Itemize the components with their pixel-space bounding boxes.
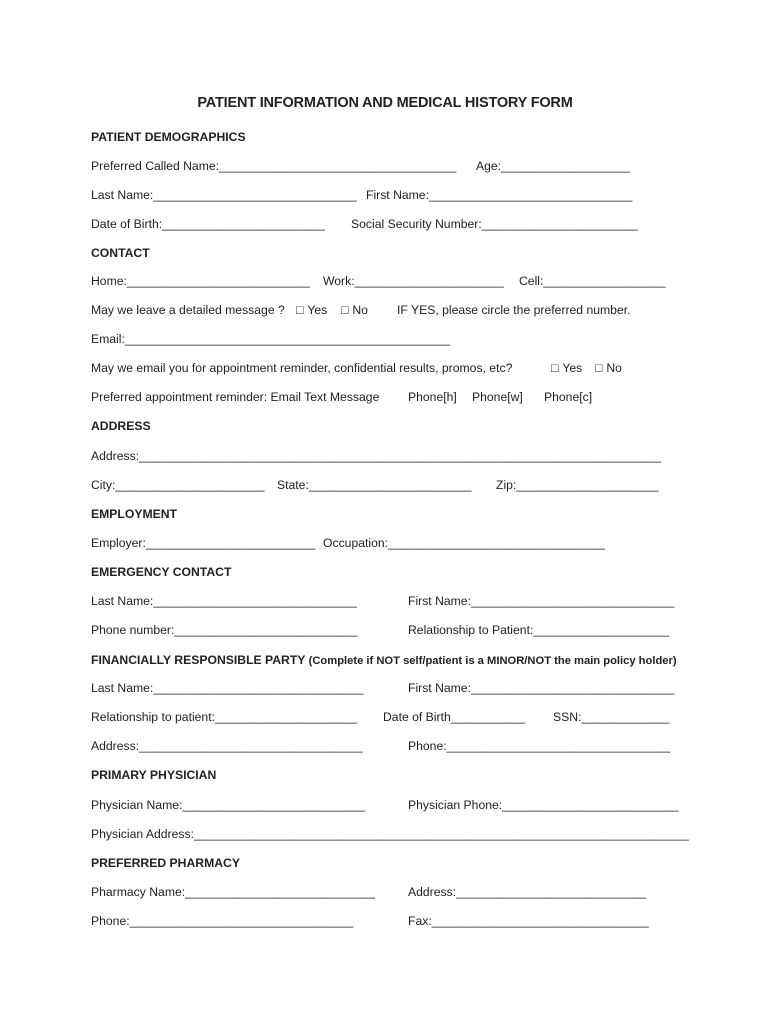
row-physician (0, 796, 770, 814)
cell-phone-field[interactable]: Cell:__________________ (519, 274, 666, 288)
row-city-state-zip (0, 476, 770, 494)
financial-phone-field[interactable]: Phone:_________________________________ (408, 739, 671, 753)
form-title: PATIENT INFORMATION AND MEDICAL HISTORY FORM (197, 95, 573, 111)
if-yes-instruction: IF YES, please circle the preferred number. (397, 303, 631, 317)
row-pharmacy-phone (0, 912, 770, 930)
occupation-field[interactable]: Occupation:________________________________ (323, 536, 605, 550)
section-physician (0, 766, 770, 784)
emergency-phone-field[interactable]: Phone number:___________________________ (91, 623, 358, 637)
row-physician-address (0, 825, 770, 843)
section-financial (0, 651, 770, 669)
row-pharmacy-name (0, 883, 770, 901)
leave-message-yes-option[interactable] (296, 301, 327, 319)
pharmacy-name-field[interactable]: Pharmacy Name:____________________________ (91, 885, 375, 899)
state-field[interactable]: State:________________________ (277, 478, 472, 492)
row-financial-relationship (0, 708, 770, 726)
row-preferred-reminder (0, 388, 770, 406)
email-yes-option[interactable] (551, 359, 582, 377)
employer-field[interactable]: Employer:_________________________ (91, 536, 316, 550)
email-no-option[interactable] (595, 359, 622, 377)
physician-name-field[interactable]: Physician Name:___________________________ (91, 798, 366, 812)
row-dob-ssn (0, 215, 770, 233)
leave-message-no-option[interactable] (341, 301, 368, 319)
emergency-first-name-field[interactable]: First Name:______________________________ (408, 594, 675, 608)
no-label: No (606, 361, 622, 375)
yes-label: Yes (562, 361, 583, 375)
pharmacy-phone-field[interactable]: Phone:_________________________________ (91, 914, 354, 928)
work-phone-field[interactable]: Work:______________________ (323, 274, 504, 288)
demographics-heading: PATIENT DEMOGRAPHICS (91, 130, 246, 144)
leave-message-question: May we leave a detailed message ? (91, 303, 285, 317)
row-preferred-name (0, 157, 770, 175)
row-emergency-phone (0, 621, 770, 639)
financial-heading (91, 651, 677, 670)
last-name-field[interactable]: Last Name:______________________________ (91, 188, 357, 202)
row-emergency-names (0, 592, 770, 610)
preferred-reminder-label: Preferred appointment reminder: Email Text Message (91, 390, 380, 404)
home-phone-field[interactable]: Home:___________________________ (91, 274, 310, 288)
section-address (0, 417, 770, 435)
email-field[interactable]: Email:________________________________________________ (91, 332, 451, 346)
financial-relationship-field[interactable]: Relationship to patient:_____________________ (91, 710, 358, 724)
section-emergency (0, 563, 770, 581)
checkbox-icon[interactable]: □ (551, 361, 559, 375)
dob-field[interactable]: Date of Birth:________________________ (91, 217, 325, 231)
row-financial-names (0, 679, 770, 697)
financial-heading-title: FINANCIALLY RESPONSIBLE PARTY (91, 653, 306, 667)
checkbox-icon[interactable]: □ (341, 303, 349, 317)
no-label: No (352, 303, 368, 317)
row-email-question (0, 359, 770, 377)
financial-dob-field[interactable]: Date of Birth___________ (383, 710, 526, 724)
row-employment (0, 534, 770, 552)
preferred-name-field[interactable]: Preferred Called Name:___________________________________ (91, 159, 457, 173)
address-heading: ADDRESS (91, 419, 151, 433)
zip-field[interactable]: Zip:_____________________ (496, 478, 659, 492)
financial-last-name-field[interactable]: Last Name:_______________________________ (91, 681, 364, 695)
emergency-last-name-field[interactable]: Last Name:______________________________ (91, 594, 357, 608)
section-employment (0, 505, 770, 523)
section-demographics (0, 128, 770, 146)
pharmacy-fax-field[interactable]: Fax:________________________________ (408, 914, 649, 928)
pharmacy-address-field[interactable]: Address:____________________________ (408, 885, 646, 899)
yes-label: Yes (307, 303, 328, 317)
physician-phone-field[interactable]: Physician Phone:__________________________ (408, 798, 679, 812)
row-phones (0, 272, 770, 290)
row-names (0, 186, 770, 204)
age-field[interactable]: Age:___________________ (476, 159, 630, 173)
phone-w-option[interactable]: Phone[w] (472, 390, 523, 404)
financial-ssn-field[interactable]: SSN:_____________ (553, 710, 670, 724)
financial-first-name-field[interactable]: First Name:______________________________ (408, 681, 675, 695)
phone-c-option[interactable]: Phone[c] (544, 390, 593, 404)
financial-address-field[interactable]: Address:_________________________________ (91, 739, 363, 753)
contact-heading: CONTACT (91, 246, 150, 260)
physician-address-field[interactable]: Physician Address:_________________________________________________________________________ (91, 827, 689, 841)
employment-heading: EMPLOYMENT (91, 507, 177, 521)
row-address (0, 447, 770, 465)
city-field[interactable]: City:______________________ (91, 478, 265, 492)
section-pharmacy (0, 854, 770, 872)
email-question: May we email you for appointment reminder, confidential results, promos, etc? (91, 361, 513, 375)
phone-h-option[interactable]: Phone[h] (408, 390, 457, 404)
financial-heading-note: (Complete if NOT self/patient is a MINOR/NOT the main policy holder) (308, 655, 677, 667)
section-contact (0, 244, 770, 262)
pharmacy-heading: PREFERRED PHARMACY (91, 856, 240, 870)
row-financial-address (0, 737, 770, 755)
checkbox-icon[interactable]: □ (595, 361, 603, 375)
emergency-relationship-field[interactable]: Relationship to Patient:____________________ (408, 623, 669, 637)
emergency-heading: EMERGENCY CONTACT (91, 565, 232, 579)
physician-heading: PRIMARY PHYSICIAN (91, 768, 217, 782)
row-leave-message (0, 301, 770, 319)
checkbox-icon[interactable]: □ (296, 303, 304, 317)
row-email (0, 330, 770, 348)
address-field[interactable]: Address:_____________________________________________________________________________ (91, 449, 662, 463)
ssn-field[interactable]: Social Security Number:_______________________ (351, 217, 638, 231)
first-name-field[interactable]: First Name:______________________________ (366, 188, 633, 202)
